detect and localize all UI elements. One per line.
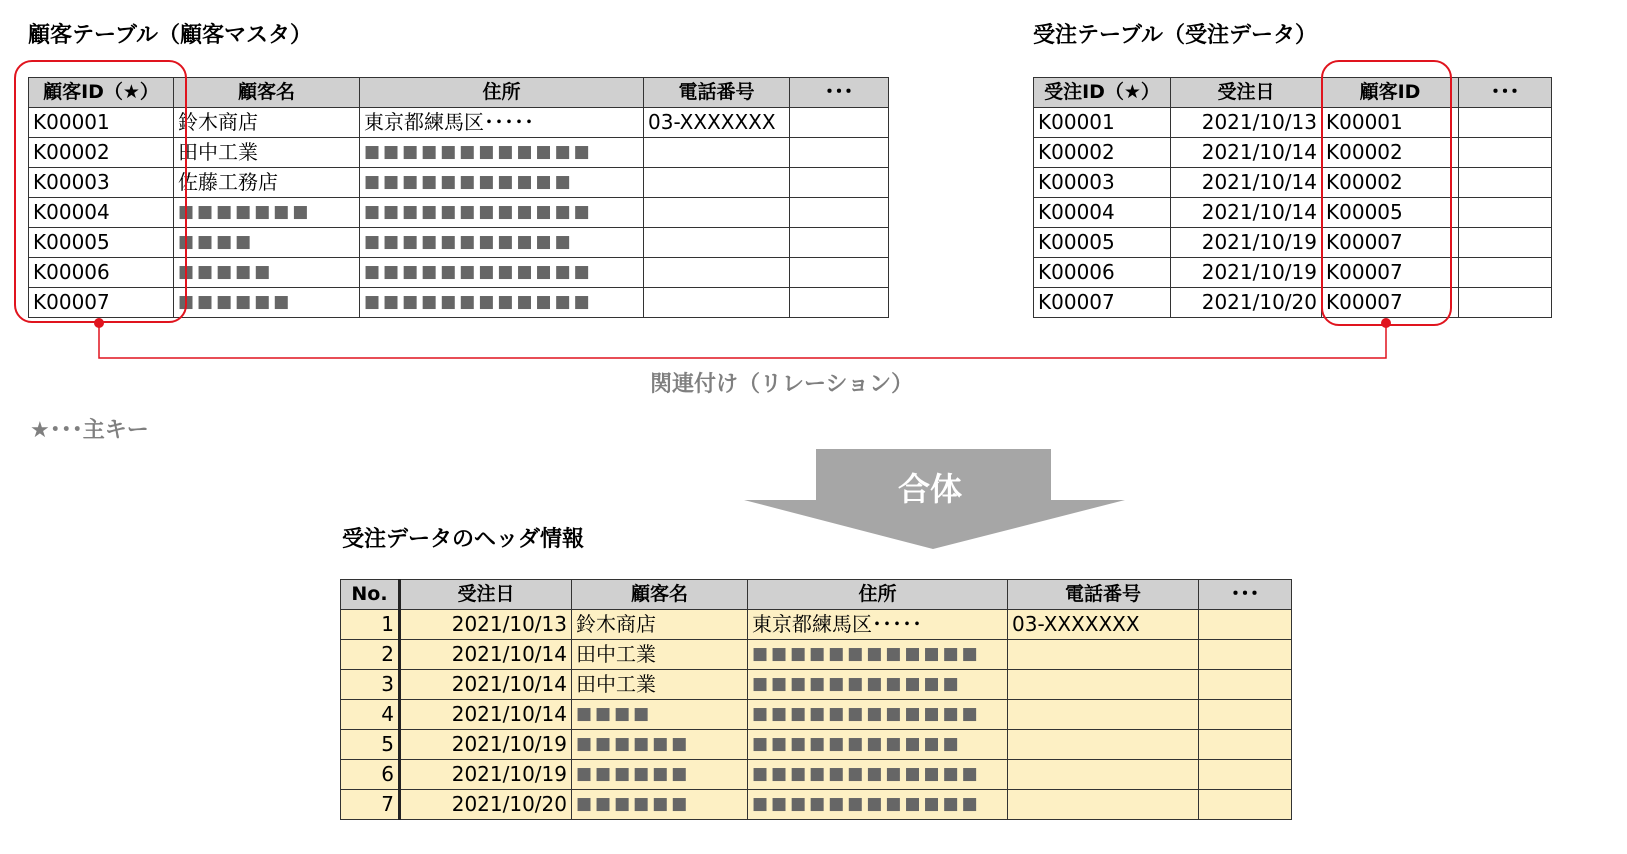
table-row [341, 730, 1292, 760]
table-cell: 2021/10/19 [1171, 228, 1322, 258]
table-cell [1008, 640, 1199, 670]
table-cell: 2021/10/19 [400, 730, 572, 760]
relation-dot-right [1381, 318, 1391, 328]
col-header: 顧客名 [572, 580, 748, 610]
table-cell: 6 [341, 760, 400, 790]
relation-connector [0, 0, 1627, 400]
col-header: ･･･ [1459, 78, 1552, 108]
table-cell: ■■■■■■■■■■■■ [748, 700, 1008, 730]
table-cell: ■■■■■■■■■■■■ [360, 198, 644, 228]
table-cell: K00002 [1034, 138, 1171, 168]
table-cell: 4 [341, 700, 400, 730]
table-cell [1199, 670, 1292, 700]
table-cell: K00006 [1034, 258, 1171, 288]
table-cell: 03-XXXXXXX [1008, 610, 1199, 640]
table-cell [1008, 760, 1199, 790]
table-row [341, 670, 1292, 700]
table-cell: K00001 [1322, 108, 1459, 138]
table-cell: K00007 [1322, 288, 1459, 318]
customer-table-title: 顧客テーブル（顧客マスタ） [28, 23, 313, 48]
relation-dot-left [94, 318, 104, 328]
table-cell: K00004 [29, 198, 174, 228]
col-header: 受注日 [1171, 78, 1322, 108]
table-cell: 佐藤工務店 [174, 168, 360, 198]
table-cell [1199, 700, 1292, 730]
table-cell [1199, 610, 1292, 640]
table-cell: 鈴木商店 [572, 610, 748, 640]
table-cell: K00003 [1034, 168, 1171, 198]
table-cell: ■■■■■ [174, 258, 360, 288]
table-cell: ■■■■■■ [572, 790, 748, 820]
table-row [341, 760, 1292, 790]
table-row [341, 700, 1292, 730]
table-cell: ■■■■■■■■■■■■ [748, 640, 1008, 670]
table-cell: 5 [341, 730, 400, 760]
table-cell: K00002 [1322, 168, 1459, 198]
col-header: 受注ID（★） [1034, 78, 1171, 108]
table-cell: K00004 [1034, 198, 1171, 228]
col-header: 顧客ID（★） [29, 78, 174, 108]
col-header: 電話番号 [644, 78, 790, 108]
table-cell [1008, 730, 1199, 760]
table-cell: 鈴木商店 [174, 108, 360, 138]
col-header: ･･･ [790, 78, 889, 108]
table-cell: 2021/10/14 [1171, 168, 1322, 198]
table-cell: 1 [341, 610, 400, 640]
col-header: 顧客名 [174, 78, 360, 108]
table-row [341, 640, 1292, 670]
col-header: No. [341, 580, 400, 610]
table-cell: ■■■■■■ [572, 730, 748, 760]
table-cell: 2021/10/13 [400, 610, 572, 640]
table-cell: K00005 [1034, 228, 1171, 258]
table-cell: K00005 [29, 228, 174, 258]
table-cell: 東京都練馬区･････ [360, 108, 644, 138]
table-cell: ■■■■ [174, 228, 360, 258]
table-cell: K00001 [29, 108, 174, 138]
table-cell: K00002 [29, 138, 174, 168]
table-cell [1199, 760, 1292, 790]
table-cell: 2021/10/19 [1171, 258, 1322, 288]
col-header: 住所 [360, 78, 644, 108]
table-row [341, 610, 1292, 640]
table-cell: 2021/10/20 [1171, 288, 1322, 318]
result-table-title: 受注データのヘッダ情報 [342, 527, 585, 552]
table-cell: ■■■■■■■■■■■■ [360, 258, 644, 288]
table-cell [1008, 700, 1199, 730]
table-cell: K00007 [1322, 258, 1459, 288]
table-cell: 2021/10/14 [1171, 138, 1322, 168]
table-cell: 東京都練馬区･････ [748, 610, 1008, 640]
merge-label: 合体 [898, 470, 963, 508]
table-cell: ■■■■■■■■■■■■ [360, 288, 644, 318]
table-cell: ■■■■■■■■■■■■ [360, 138, 644, 168]
table-cell [1008, 790, 1199, 820]
primary-key-legend: ★･･･主キー [30, 418, 149, 443]
table-cell: K00001 [1034, 108, 1171, 138]
table-cell: K00002 [1322, 138, 1459, 168]
col-header: 顧客ID [1322, 78, 1459, 108]
order-table-title: 受注テーブル（受注データ） [1033, 23, 1318, 48]
table-cell: 田中工業 [174, 138, 360, 168]
table-cell: 03-XXXXXXX [644, 108, 790, 138]
table-cell: ■■■■■■■■■■■■ [748, 790, 1008, 820]
table-row [341, 790, 1292, 820]
table-cell: 2021/10/14 [1171, 198, 1322, 228]
table-cell: ■■■■■■ [572, 760, 748, 790]
table-cell: K00003 [29, 168, 174, 198]
table-cell: ■■■■■■■■■■■ [360, 168, 644, 198]
table-cell: K00006 [29, 258, 174, 288]
table-cell: ■■■■■■■■■■■ [748, 670, 1008, 700]
table-cell: K00007 [29, 288, 174, 318]
table-cell [1199, 640, 1292, 670]
table-cell [1199, 730, 1292, 760]
col-header: 受注日 [400, 580, 572, 610]
result-table-header [341, 580, 1292, 610]
table-cell: ■■■■■■■ [174, 198, 360, 228]
table-cell: 2021/10/19 [400, 760, 572, 790]
table-cell: 2021/10/20 [400, 790, 572, 820]
table-cell: 田中工業 [572, 640, 748, 670]
table-cell [1199, 790, 1292, 820]
table-cell: 2 [341, 640, 400, 670]
result-table [340, 579, 1292, 820]
table-cell: 田中工業 [572, 670, 748, 700]
relation-label: 関連付け（リレーション） [650, 372, 914, 397]
table-cell: K00007 [1322, 228, 1459, 258]
table-cell: ■■■■■■ [174, 288, 360, 318]
table-cell: 7 [341, 790, 400, 820]
table-cell: ■■■■■■■■■■■ [360, 228, 644, 258]
table-cell: 2021/10/14 [400, 640, 572, 670]
table-cell: ■■■■ [572, 700, 748, 730]
table-cell: 2021/10/14 [400, 700, 572, 730]
col-header: 電話番号 [1008, 580, 1199, 610]
table-cell [1008, 670, 1199, 700]
table-cell: ■■■■■■■■■■■■ [748, 760, 1008, 790]
col-header: 住所 [748, 580, 1008, 610]
table-cell: 2021/10/13 [1171, 108, 1322, 138]
table-cell: 3 [341, 670, 400, 700]
col-header: ･･･ [1199, 580, 1292, 610]
table-cell: K00005 [1322, 198, 1459, 228]
table-cell: 2021/10/14 [400, 670, 572, 700]
table-cell: ■■■■■■■■■■■ [748, 730, 1008, 760]
table-cell: K00007 [1034, 288, 1171, 318]
